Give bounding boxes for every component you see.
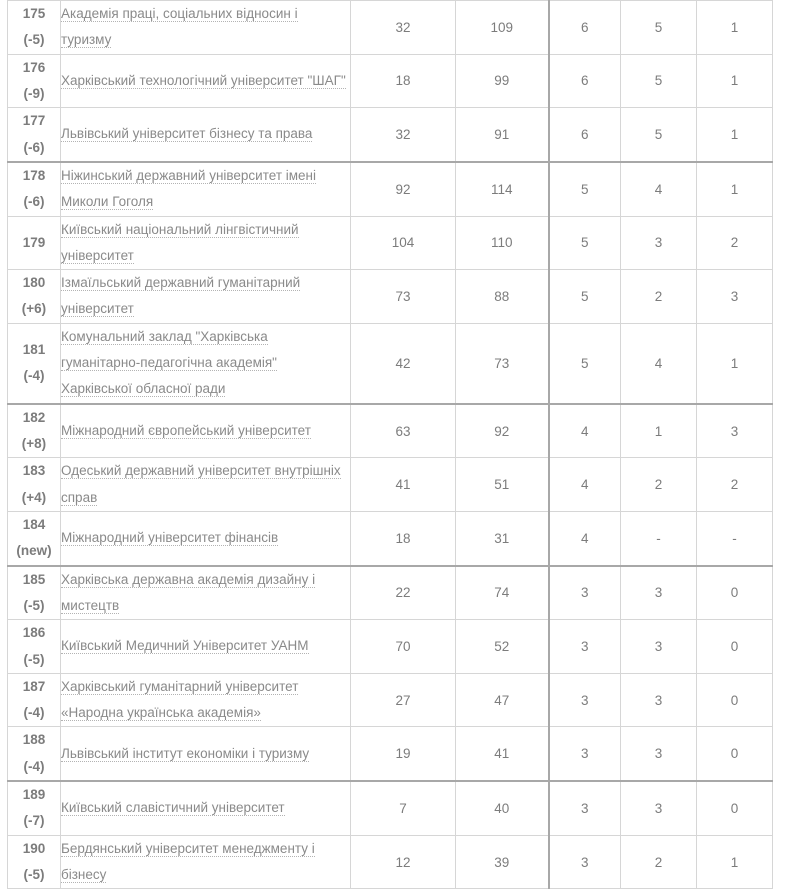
table-row — [8, 323, 773, 403]
rank-cell — [8, 673, 61, 727]
table-row — [8, 835, 773, 889]
university-name-link[interactable]: Київський Медичний Університет УАНМ — [61, 638, 309, 654]
table-row — [8, 566, 773, 620]
rank-number: 178 — [22, 167, 46, 183]
metric-cell-1: 22 — [351, 566, 456, 620]
table-row — [8, 162, 773, 216]
university-name-link[interactable]: Львівський інститут економіки і туризму — [61, 745, 310, 761]
rank-cell — [8, 727, 61, 781]
rank-delta: (-4) — [23, 705, 45, 721]
university-name-link[interactable]: Одеський державний університет внутрішніх справ — [61, 463, 341, 505]
metric-cell-4: - — [621, 511, 697, 565]
rank-delta: (-5) — [23, 651, 45, 667]
rank-number: 190 — [22, 840, 46, 856]
table-row — [8, 727, 773, 781]
rank-cell — [8, 458, 61, 512]
metric-cell-3: 3 — [549, 620, 621, 674]
table-row — [8, 108, 773, 162]
university-name-link[interactable]: Харківський гуманітарний університет «Народна українська академія» — [61, 678, 299, 721]
metric-cell-5: 1 — [697, 835, 773, 889]
rank-delta: (-4) — [23, 758, 45, 774]
metric-cell-1: 104 — [351, 216, 456, 270]
metric-cell-1: 73 — [351, 270, 456, 324]
metric-cell-2: 74 — [456, 566, 549, 620]
rank-cell — [8, 566, 61, 620]
university-ranking-table — [7, 0, 773, 889]
rank-cell — [8, 54, 61, 108]
table-row — [8, 54, 773, 108]
metric-cell-1: 41 — [351, 458, 456, 512]
rank-delta: (-7) — [23, 813, 45, 829]
metric-cell-1: 7 — [351, 781, 456, 835]
metric-cell-3: 3 — [549, 781, 621, 835]
metric-cell-2: 73 — [456, 323, 549, 403]
rank-delta: (+8) — [21, 436, 47, 451]
metric-cell-3: 5 — [549, 162, 621, 216]
rank-delta: (-9) — [23, 85, 45, 101]
university-name-cell — [61, 108, 351, 162]
university-name-cell — [61, 404, 351, 458]
rank-delta: (-5) — [23, 867, 45, 882]
rank-number: 177 — [22, 113, 46, 129]
metric-cell-2: 91 — [456, 108, 549, 162]
metric-cell-3: 6 — [549, 1, 621, 55]
university-name-cell — [61, 781, 351, 835]
university-name-cell — [61, 1, 351, 55]
rank-delta: (+6) — [21, 301, 47, 317]
university-name-link[interactable]: Харківська державна академія дизайну і мистецтв — [61, 571, 316, 613]
metric-cell-5: 3 — [697, 270, 773, 324]
metric-cell-4: 4 — [621, 162, 697, 216]
metric-cell-1: 32 — [351, 108, 456, 162]
rank-number: 179 — [22, 234, 46, 250]
university-name-link[interactable]: Львівський університет бізнесу та права — [61, 126, 313, 142]
metric-cell-2: 114 — [456, 162, 549, 216]
rank-cell — [8, 108, 61, 162]
metric-cell-2: 47 — [456, 673, 549, 727]
metric-cell-4: 3 — [621, 727, 697, 781]
university-name-cell — [61, 727, 351, 781]
metric-cell-2: 51 — [456, 458, 549, 512]
metric-cell-5: 1 — [697, 54, 773, 108]
metric-cell-4: 5 — [621, 54, 697, 108]
rank-number: 189 — [22, 787, 46, 803]
metric-cell-5: 3 — [697, 404, 773, 458]
rank-cell — [8, 404, 61, 458]
university-name-cell — [61, 270, 351, 324]
metric-cell-5: 1 — [697, 323, 773, 403]
rank-number: 186 — [22, 625, 46, 641]
metric-cell-1: 12 — [351, 835, 456, 889]
rank-number: 185 — [22, 571, 46, 587]
metric-cell-5: 0 — [697, 620, 773, 674]
metric-cell-4: 5 — [621, 108, 697, 162]
metric-cell-3: 4 — [549, 511, 621, 565]
metric-cell-3: 5 — [549, 216, 621, 270]
university-name-cell — [61, 458, 351, 512]
metric-cell-1: 63 — [351, 404, 456, 458]
university-name-cell — [61, 620, 351, 674]
university-name-link[interactable]: Харківський технологічний університет "ШАГ" — [61, 72, 346, 88]
metric-cell-2: 88 — [456, 270, 549, 324]
metric-cell-3: 3 — [549, 566, 621, 620]
rank-delta: (-4) — [23, 368, 45, 384]
metric-cell-4: 3 — [621, 620, 697, 674]
metric-cell-4: 2 — [621, 835, 697, 889]
metric-cell-3: 3 — [549, 835, 621, 889]
metric-cell-2: 109 — [456, 1, 549, 55]
rank-cell — [8, 781, 61, 835]
university-name-cell — [61, 673, 351, 727]
rank-cell — [8, 1, 61, 55]
rank-number: 180 — [22, 275, 46, 291]
rank-number: 183 — [22, 463, 46, 479]
metric-cell-3: 4 — [549, 458, 621, 512]
table-row — [8, 270, 773, 324]
university-name-cell — [61, 54, 351, 108]
metric-cell-4: 3 — [621, 566, 697, 620]
university-name-link[interactable]: Київський національний лінгвістичний університет — [61, 221, 299, 263]
university-name-link[interactable]: Бердянський університет менеджменту і бізнесу — [61, 840, 315, 882]
metric-cell-5: 1 — [697, 1, 773, 55]
metric-cell-4: 3 — [621, 781, 697, 835]
metric-cell-5: 0 — [697, 781, 773, 835]
rank-number: 182 — [22, 409, 46, 425]
metric-cell-5: 2 — [697, 458, 773, 512]
university-name-link[interactable]: Комунальний заклад "Харківська гуманітарно-педагогічна академія" Харківської обласної ради — [61, 328, 277, 397]
metric-cell-5: 0 — [697, 566, 773, 620]
metric-cell-4: 2 — [621, 270, 697, 324]
metric-cell-4: 5 — [621, 1, 697, 55]
university-name-cell — [61, 323, 351, 403]
rank-number: 184 — [22, 516, 46, 532]
table-row — [8, 404, 773, 458]
table-row — [8, 458, 773, 512]
table-row — [8, 216, 773, 270]
rank-delta: (-5) — [23, 597, 45, 613]
metric-cell-1: 18 — [351, 511, 456, 565]
university-name-cell — [61, 162, 351, 216]
metric-cell-5: 0 — [697, 727, 773, 781]
rank-cell — [8, 323, 61, 403]
table-row — [8, 781, 773, 835]
metric-cell-3: 5 — [549, 270, 621, 324]
metric-cell-4: 2 — [621, 458, 697, 512]
metric-cell-2: 110 — [456, 216, 549, 270]
metric-cell-2: 41 — [456, 727, 549, 781]
metric-cell-3: 4 — [549, 404, 621, 458]
rank-delta: (+4) — [21, 489, 47, 505]
metric-cell-5: 1 — [697, 108, 773, 162]
rank-delta: (-5) — [23, 32, 45, 48]
table-row — [8, 620, 773, 674]
metric-cell-4: 1 — [621, 404, 697, 458]
metric-cell-1: 18 — [351, 54, 456, 108]
rank-number: 188 — [22, 732, 46, 748]
metric-cell-4: 3 — [621, 673, 697, 727]
university-name-cell — [61, 835, 351, 889]
metric-cell-2: 31 — [456, 511, 549, 565]
table-row — [8, 511, 773, 565]
metric-cell-2: 40 — [456, 781, 549, 835]
rank-cell — [8, 511, 61, 565]
rank-delta: (-6) — [23, 139, 45, 155]
rank-delta: (-6) — [23, 194, 45, 210]
rank-cell — [8, 270, 61, 324]
ranking-table-body — [8, 1, 773, 889]
metric-cell-1: 19 — [351, 727, 456, 781]
table-row — [8, 673, 773, 727]
metric-cell-5: - — [697, 511, 773, 565]
university-name-cell — [61, 511, 351, 565]
metric-cell-4: 4 — [621, 323, 697, 403]
table-row — [8, 1, 773, 55]
metric-cell-1: 32 — [351, 1, 456, 55]
rank-number: 175 — [22, 6, 46, 21]
rank-cell — [8, 835, 61, 889]
metric-cell-4: 3 — [621, 216, 697, 270]
metric-cell-3: 6 — [549, 108, 621, 162]
metric-cell-2: 39 — [456, 835, 549, 889]
university-name-cell — [61, 566, 351, 620]
metric-cell-1: 92 — [351, 162, 456, 216]
rank-cell — [8, 216, 61, 270]
rank-cell — [8, 162, 61, 216]
metric-cell-2: 92 — [456, 404, 549, 458]
metric-cell-3: 6 — [549, 54, 621, 108]
metric-cell-3: 3 — [549, 727, 621, 781]
metric-cell-5: 2 — [697, 216, 773, 270]
rank-number: 187 — [22, 678, 46, 694]
university-name-link[interactable]: Ніжинський державний університет імені Миколи Гоголя — [61, 167, 316, 210]
metric-cell-2: 99 — [456, 54, 549, 108]
metric-cell-1: 42 — [351, 323, 456, 403]
metric-cell-3: 5 — [549, 323, 621, 403]
metric-cell-5: 0 — [697, 673, 773, 727]
university-name-link[interactable]: Київський славістичний університет — [61, 800, 285, 816]
metric-cell-5: 1 — [697, 162, 773, 216]
university-name-cell — [61, 216, 351, 270]
rank-number: 181 — [22, 341, 46, 357]
university-name-link[interactable]: Міжнародний європейський університет — [61, 422, 311, 438]
metric-cell-3: 3 — [549, 673, 621, 727]
metric-cell-2: 52 — [456, 620, 549, 674]
rank-delta: (new) — [16, 543, 52, 559]
university-name-link[interactable]: Міжнародний університет фінансів — [61, 530, 279, 546]
rank-number: 176 — [22, 59, 46, 75]
metric-cell-1: 70 — [351, 620, 456, 674]
university-name-link[interactable]: Академія праці, соціальних відносин і туризму — [61, 6, 298, 48]
metric-cell-1: 27 — [351, 673, 456, 727]
university-name-link[interactable]: Ізмаїльський державний гуманітарний університет — [61, 275, 301, 317]
rank-cell — [8, 620, 61, 674]
